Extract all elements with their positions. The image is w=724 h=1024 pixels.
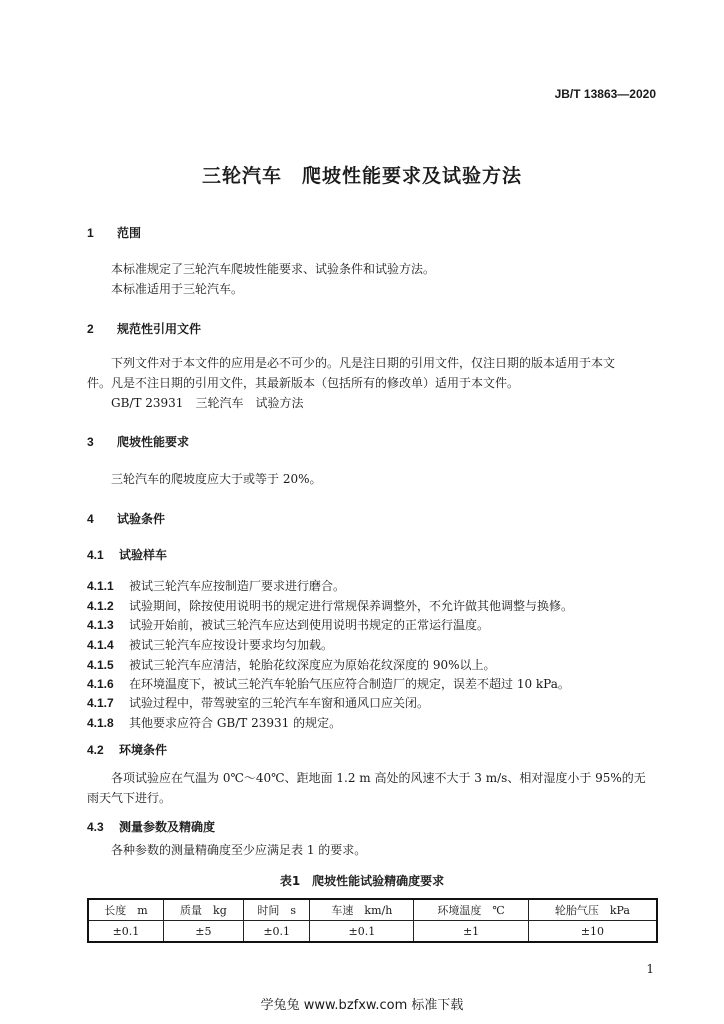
- section-title: 试验条件: [117, 512, 166, 526]
- table-caption: 表1 爬坡性能试验精确度要求: [279, 874, 445, 888]
- section-number: 2: [87, 322, 94, 336]
- page-title: [0, 161, 724, 188]
- subsection-4-2-paragraph-line-2: 雨天气下进行。: [87, 791, 172, 805]
- table-header-row: [88, 899, 657, 921]
- section-2-paragraph-line-2: 件。凡是不注日期的引用文件，其最新版本（包括所有的修改单）适用于本文件。: [87, 376, 520, 390]
- table-cell: ±1: [414, 921, 529, 943]
- clause-4-1-3: 4.1.3 试验开始前，被试三轮汽车应达到使用说明书规定的正常运行温度。: [87, 618, 490, 632]
- section-title: 试验样车: [119, 548, 168, 562]
- section-title: 范围: [117, 226, 142, 240]
- table-header-cell: 质量 kg: [163, 899, 243, 921]
- table-cell: ±0.1: [243, 921, 310, 943]
- subsection-4-3-paragraph: 各种参数的测量精确度至少应满足表 1 的要求。: [111, 843, 367, 857]
- title-part-1: 三轮汽车: [201, 165, 282, 187]
- subsection-4-3-heading: [87, 818, 215, 835]
- table-cell: ±0.1: [310, 921, 414, 943]
- table-cell: ±10: [528, 921, 657, 943]
- clause-4-1-8: 4.1.8 其他要求应符合 GB/T 23931 的规定。: [87, 716, 342, 730]
- section-title: 爬坡性能要求: [117, 435, 190, 449]
- clause-4-1-5: 4.1.5 被试三轮汽车应清洁，轮胎花纹深度应为原始花纹深度的 90%以上。: [87, 658, 496, 672]
- footer-watermark: 学兔兔 www.bzfxw.com 标准下载: [260, 998, 464, 1013]
- subsection-4-2-paragraph-line-1: 各项试验应在气温为 0℃～40℃、距地面 1.2 m 高处的风速不大于 3 m/s、相对湿度小于 95%的无: [111, 771, 646, 785]
- section-number: 4: [87, 512, 94, 526]
- accuracy-table: [87, 898, 658, 943]
- section-3-heading: [87, 433, 189, 450]
- section-number: 4.2: [87, 743, 104, 757]
- section-4-heading: [87, 510, 165, 527]
- section-number: 4.1: [87, 548, 104, 562]
- subsection-4-2-heading: [87, 741, 167, 758]
- section-title: 测量参数及精确度: [119, 820, 216, 834]
- clause-4-1-6: 4.1.6 在环境温度下，被试三轮汽车轮胎气压应符合制造厂的规定，误差不超过 10 kPa。: [87, 677, 570, 691]
- table-header-cell: 时间 s: [243, 899, 310, 921]
- standard-number: JB/T 13863—2020: [554, 87, 656, 101]
- section-title: 规范性引用文件: [117, 322, 202, 336]
- table-header-cell: 车速 km/h: [310, 899, 414, 921]
- clause-4-1-7: 4.1.7 试验过程中，带驾驶室的三轮汽车车窗和通风口应关闭。: [87, 696, 430, 710]
- section-number: 3: [87, 435, 94, 449]
- section-2-paragraph-line-1: 下列文件对于本文件的应用是必不可少的。凡是注日期的引用文件，仅注日期的版本适用于本文: [111, 356, 616, 370]
- section-1-heading: [87, 224, 141, 241]
- table-cell: ±0.1: [88, 921, 163, 943]
- table-header-cell: 轮胎气压 kPa: [528, 899, 657, 921]
- section-1-paragraph-1: 本标准规定了三轮汽车爬坡性能要求、试验条件和试验方法。: [111, 262, 436, 276]
- section-number: 4.3: [87, 820, 104, 834]
- section-1-paragraph-2: 本标准适用于三轮汽车。: [111, 282, 244, 296]
- clause-4-1-2: 4.1.2 试验期间，除按使用说明书的规定进行常规保养调整外，不允许做其他调整与换修。: [87, 599, 574, 613]
- clause-4-1-1: 4.1.1 被试三轮汽车应按制造厂要求进行磨合。: [87, 579, 346, 593]
- section-number: 1: [87, 226, 94, 240]
- clause-4-1-4: 4.1.4 被试三轮汽车应按设计要求均匀加载。: [87, 638, 334, 652]
- page-number: 1: [646, 962, 654, 976]
- title-part-2: 爬坡性能要求及试验方法: [302, 165, 523, 187]
- table-row: [88, 921, 657, 943]
- section-title: 环境条件: [119, 743, 168, 757]
- section-3-paragraph: 三轮汽车的爬坡度应大于或等于 20%。: [111, 472, 322, 486]
- normative-reference: GB/T 23931 三轮汽车 试验方法: [111, 396, 304, 410]
- table-header-cell: 长度 m: [88, 899, 163, 921]
- subsection-4-1-heading: [87, 546, 167, 563]
- table-header-cell: 环境温度 ℃: [414, 899, 529, 921]
- section-2-heading: [87, 320, 201, 337]
- table-cell: ±5: [163, 921, 243, 943]
